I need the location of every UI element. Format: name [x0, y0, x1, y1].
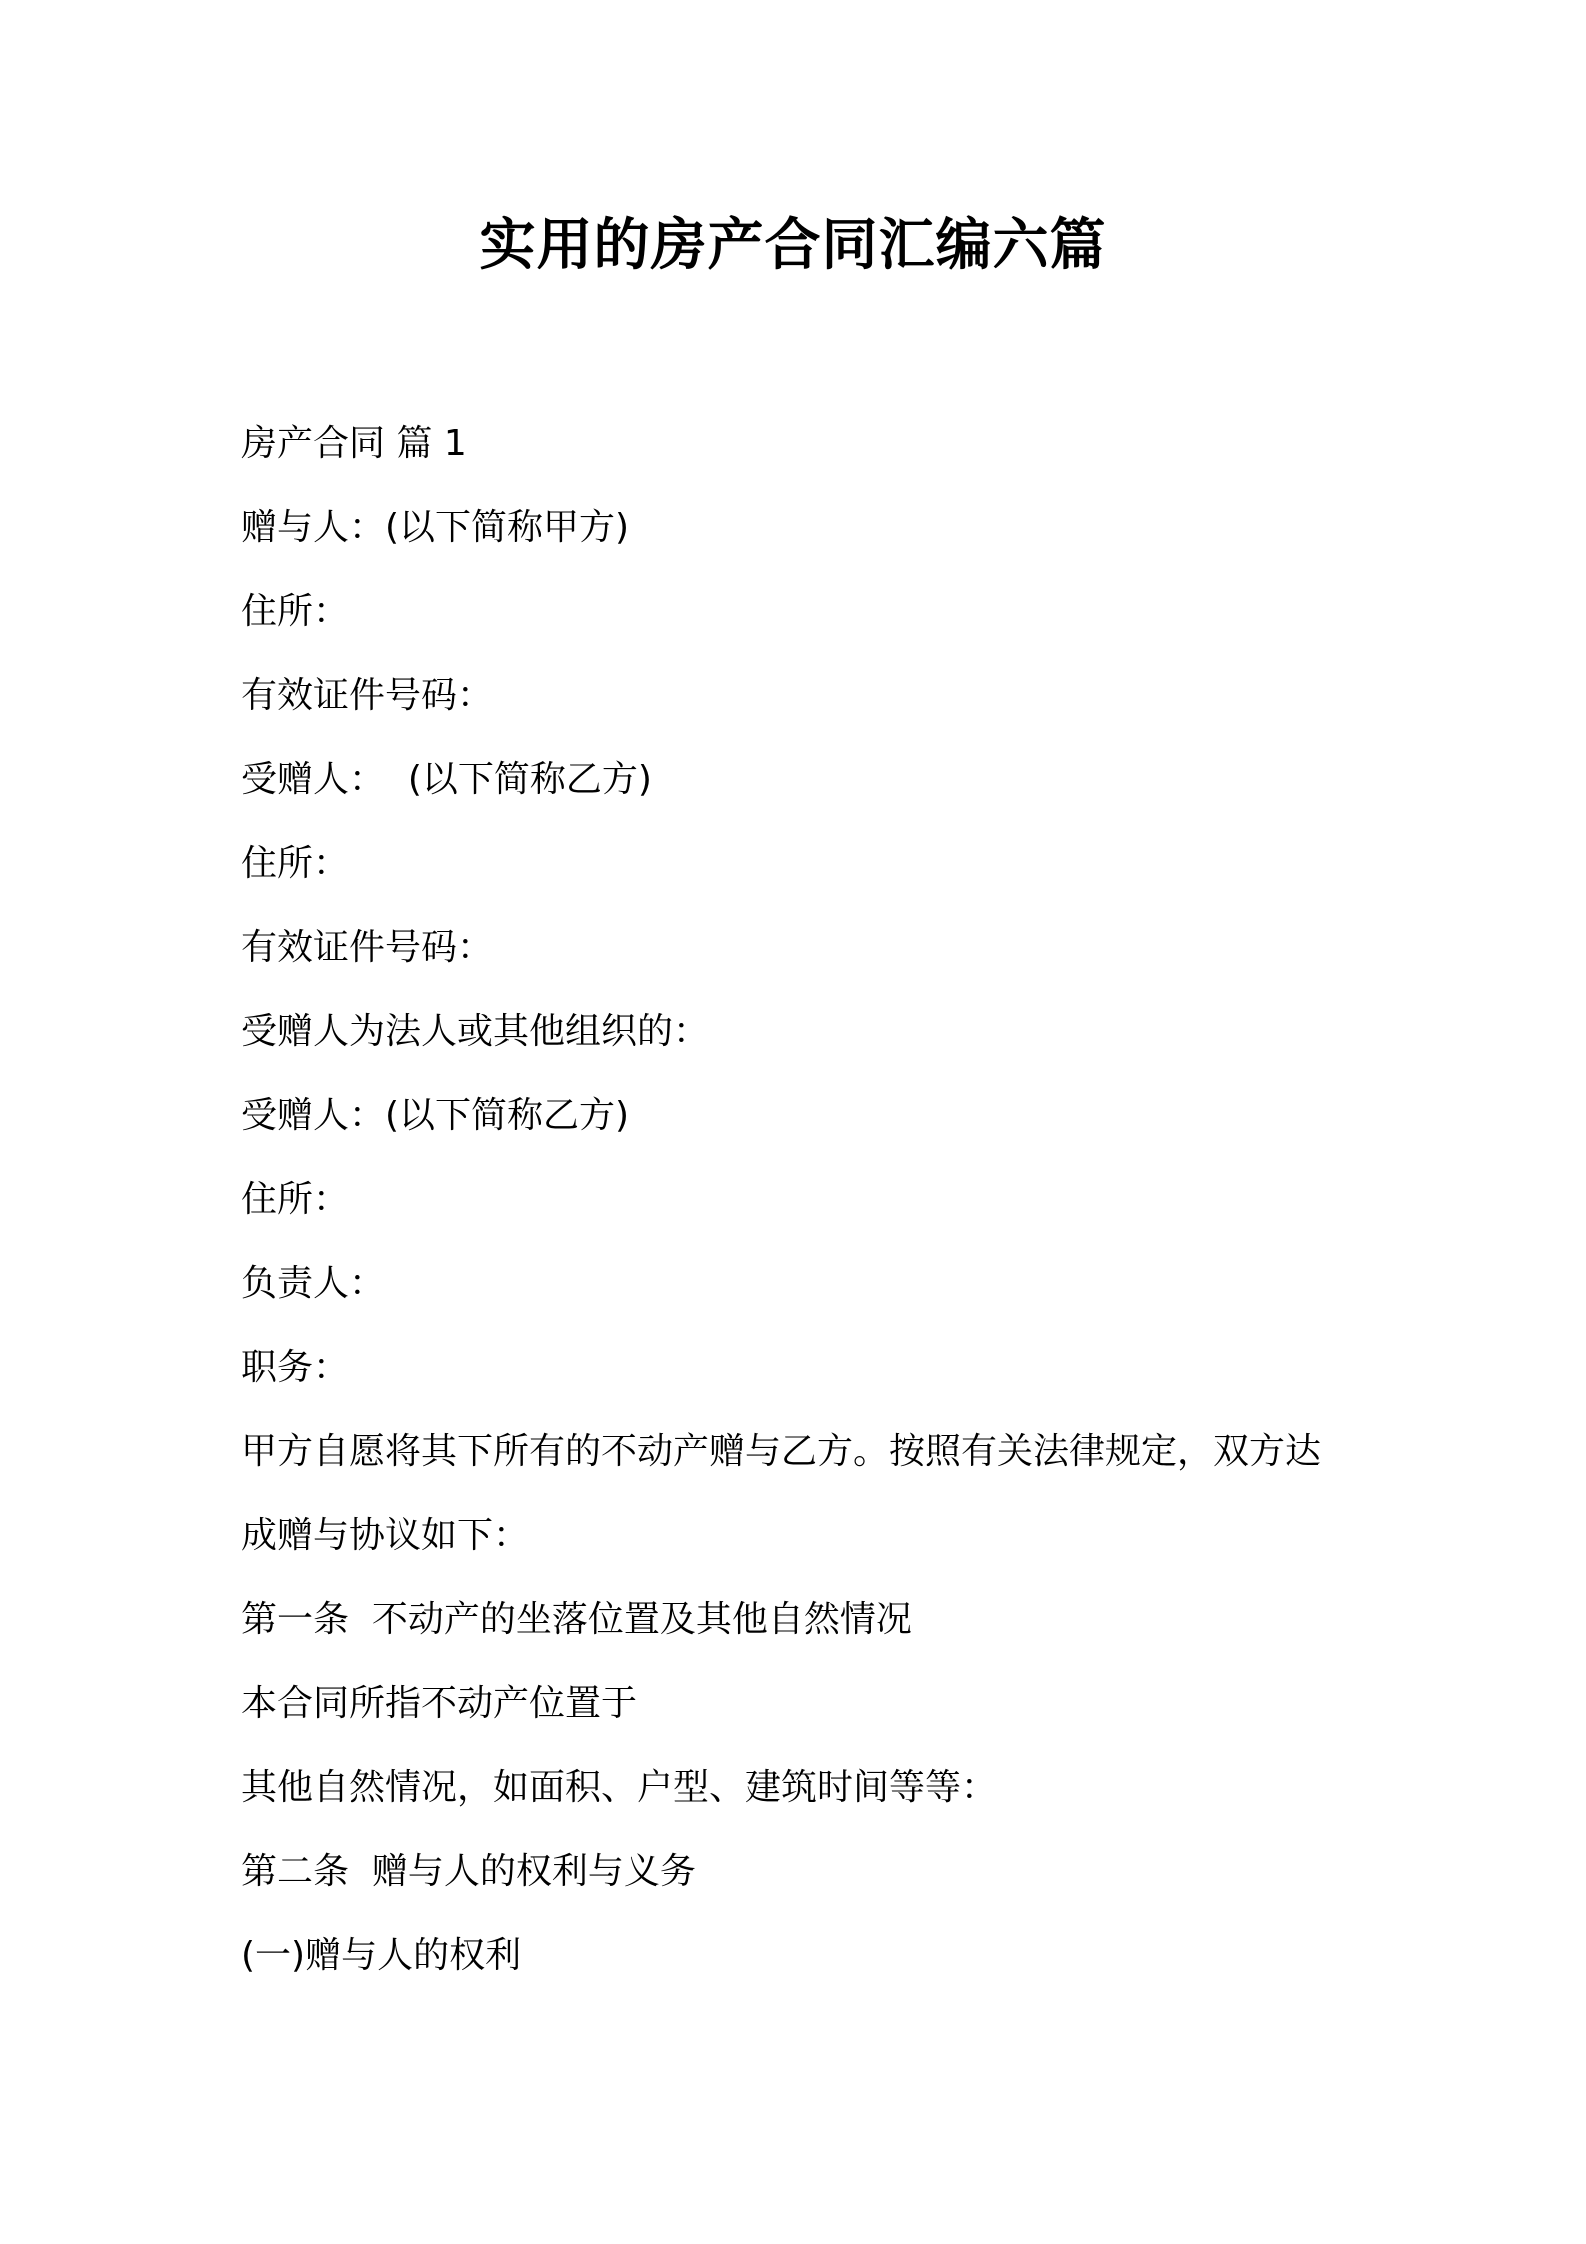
donee-organization-note: 受赠人为法人或其他组织的：: [241, 1011, 710, 1052]
property-details-line: 其他自然情况，如面积、户型、建筑时间等等：: [241, 1767, 998, 1808]
section-heading-contract-1: 房产合同 篇 1: [241, 423, 467, 464]
donor-id-number-line: 有效证件号码：: [241, 675, 494, 716]
donor-address-line: 住所：: [241, 591, 350, 632]
document-title: 实用的房产合同汇编六篇: [479, 213, 1107, 278]
agreement-paragraph-line-2: 成赠与协议如下：: [241, 1515, 530, 1556]
donee-address-line: 住所：: [241, 843, 350, 884]
donee-id-number-line: 有效证件号码：: [241, 927, 494, 968]
organization-address-line: 住所：: [241, 1179, 350, 1220]
donor-rights-heading: (一)赠与人的权利: [241, 1935, 522, 1976]
responsible-person-line: 负责人：: [241, 1263, 386, 1304]
donor-line: 赠与人：(以下简称甲方): [241, 507, 630, 548]
donee-line: 受赠人： (以下简称乙方): [241, 759, 652, 800]
article-1-heading: 第一条 不动产的坐落位置及其他自然情况: [241, 1599, 912, 1640]
agreement-paragraph-line-1: 甲方自愿将其下所有的不动产赠与乙方。按照有关法律规定，双方达: [241, 1431, 1322, 1472]
document-body: [241, 402, 1351, 1998]
position-line: 职务：: [241, 1347, 350, 1388]
article-2-heading: 第二条 赠与人的权利与义务: [241, 1851, 696, 1892]
property-location-line: 本合同所指不动产位置于: [241, 1683, 638, 1724]
organization-donee-line: 受赠人：(以下简称乙方): [241, 1095, 630, 1136]
